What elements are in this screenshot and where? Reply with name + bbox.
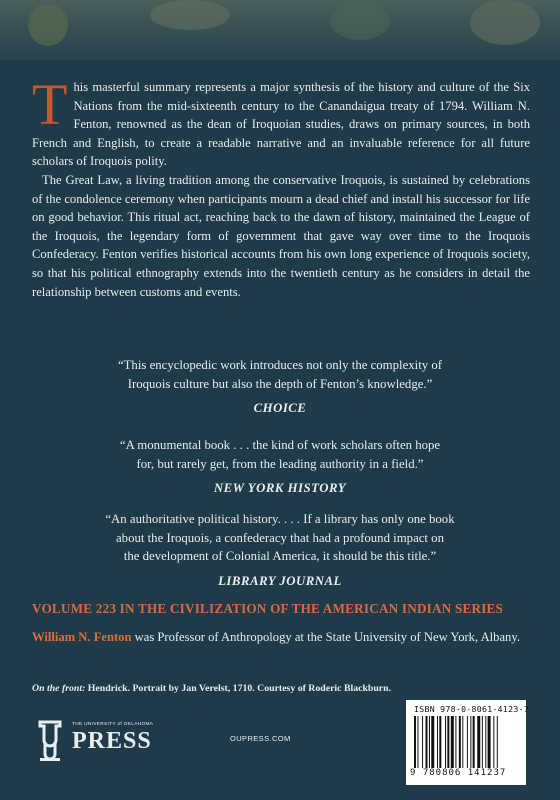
review-quote: [40, 436, 520, 498]
isbn-text: ISBN 978-0-8061-4123-7: [414, 704, 530, 714]
quote-line: the development of Colonial America, it should be this title.”: [123, 549, 437, 563]
publisher-url: OUPRESS.COM: [230, 734, 291, 743]
series-title: VOLUME 223 IN THE CIVILIZATION OF THE AMERICAN INDIAN SERIES: [32, 601, 504, 616]
quote-line: for, but rarely get, from the leading authority in a field.”: [136, 456, 424, 471]
barcode-bar: [470, 716, 471, 768]
author-bio-text: was Professor of Anthropology at the State University of New York, Albany.: [131, 630, 520, 644]
quote-source: NEW YORK HISTORY: [213, 481, 347, 495]
barcode-bar: [488, 716, 491, 768]
barcode-bar: [482, 716, 483, 768]
barcode-bar: [462, 716, 463, 768]
barcode-bar: [497, 716, 498, 768]
quote-source: LIBRARY JOURNAL: [218, 573, 342, 588]
description-text: his masterful summary represents a major synthesis of the history and culture of the Six Nations from the mid-sixteenth century to the Canandaigua treaty of 1794. William N. Fenton, renowned as the dean of Iroquoian studies, draws on primary sources, in both French and English, to create a readable narrative and an invaluable reference for all future scholars of Iroquois polity.: [32, 80, 530, 169]
ou-monogram-icon: [32, 718, 68, 764]
barcode-digits: 9 780806 141237: [410, 768, 507, 778]
cover-credit-label: On the front:: [32, 683, 86, 694]
quote-line: “A monumental book . . . the kind of work scholars often hope: [119, 438, 441, 452]
barcode: [406, 700, 530, 785]
barcode-bar: [473, 716, 475, 768]
barcode-bar: [417, 716, 418, 768]
quote-source: CHOICE: [253, 401, 307, 415]
quote-line: Iroquois culture but also the depth of Fenton’s knowledge.”: [127, 376, 433, 391]
barcode-bar: [459, 716, 461, 768]
barcode-bar: [437, 716, 438, 768]
barcode-bars-icon: [414, 716, 518, 768]
barcode-bar: [439, 716, 441, 768]
barcode-bar: [426, 716, 428, 768]
barcode-bar: [485, 716, 486, 768]
description-paragraph: The Great Law, a living tradition among the conservative Iroquois, is sustained by celebrations of the condolence ceremony when participants mourn a dead chief and install his successor for life on good behavior. This ritual act, reaching back to the dawn of history, maintained the League of the Iroquois, the legendary form of government that gave way over time to the Iroquois Confederacy. Fenton verifies historical accounts from his own long experience of Iroquois society, so that his political ethnography extends into the twentieth century as he considers in detail the relationship between customs and events.: [32, 172, 530, 299]
barcode-bar: [477, 716, 480, 768]
quote-line: about the Iroquois, a confederacy that had a profound impact on: [116, 530, 444, 545]
author-bio: [32, 628, 530, 647]
barcode-bar: [451, 716, 454, 768]
review-quote: [40, 356, 520, 418]
publisher-university: THE UNIVERSITY of OKLAHOMA: [72, 722, 154, 727]
barcode-bar: [422, 716, 423, 768]
barcode-bar: [493, 716, 494, 768]
review-quote: [40, 510, 520, 590]
barcode-bar: [429, 716, 430, 768]
publisher-name: PRESS: [72, 728, 152, 754]
barcode-bar: [455, 716, 456, 768]
cover-credit: [32, 683, 532, 694]
publisher-logo: [32, 718, 212, 764]
barcode-bar: [431, 716, 434, 768]
description-paragraph: [32, 72, 530, 171]
drop-cap: T: [32, 72, 68, 137]
barcode-bar: [447, 716, 449, 768]
author-name: William N. Fenton: [32, 630, 132, 644]
cover-credit-text: Hendrick. Portrait by Jan Verelst, 1710. Courtesy of Roderic Blackburn.: [85, 683, 392, 694]
quote-line: “An authoritative political history. . . . If a library has only one book: [105, 512, 455, 526]
barcode-bar: [467, 716, 468, 768]
barcode-bar: [414, 716, 416, 768]
barcode-bar: [445, 716, 446, 768]
book-description: [32, 72, 530, 301]
quote-line: “This encyclopedic work introduces not only the complexity of: [117, 358, 443, 372]
